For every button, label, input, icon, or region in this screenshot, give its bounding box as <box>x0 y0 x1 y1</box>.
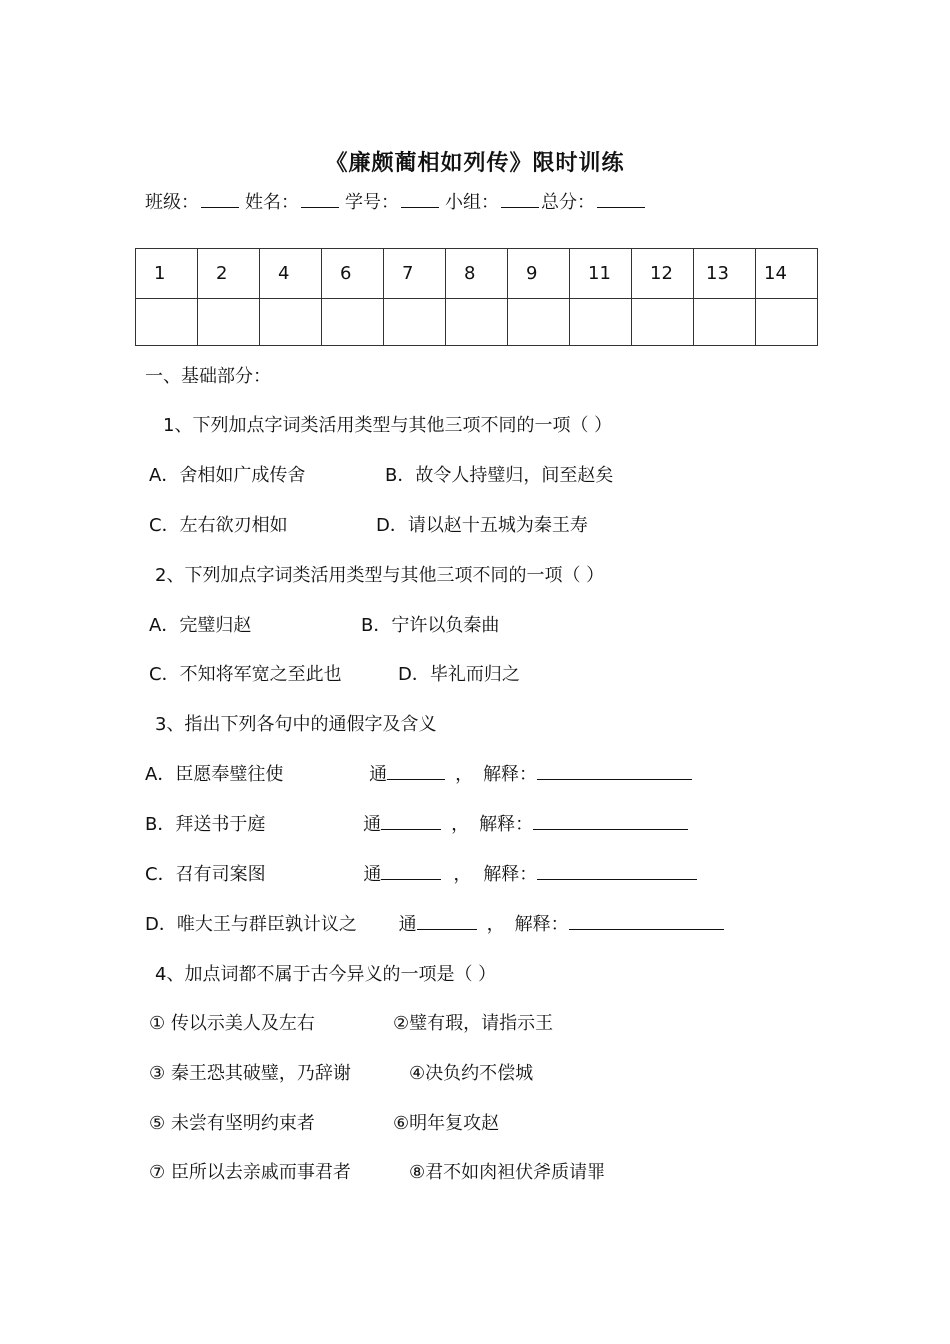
grid-header-cell: 8 <box>446 249 508 299</box>
grid-header-cell: 7 <box>384 249 446 299</box>
separator: ， <box>451 814 470 835</box>
group-blank[interactable] <box>501 189 539 208</box>
grid-header-cell: 12 <box>632 249 694 299</box>
q1-option-c: C．左右欲刃相如 <box>149 515 288 536</box>
q4-stem: 4、加点词都不属于古今异义的一项是（ ） <box>155 964 497 985</box>
explain-blank[interactable] <box>533 812 688 830</box>
q1-option-d: D．请以赵十五城为秦王寿 <box>376 515 588 536</box>
number-label: 学号： <box>345 192 399 213</box>
answer-cell[interactable] <box>322 299 384 346</box>
tong-label: 通 <box>398 914 417 935</box>
q3-stem: 3、指出下列各句中的通假字及含义 <box>155 714 437 735</box>
section-heading: 一、基础部分： <box>145 366 271 387</box>
answer-cell[interactable] <box>260 299 322 346</box>
q3-sentence-a: A．臣愿奉璧往使 <box>145 764 284 785</box>
class-label: 班级： <box>145 192 199 213</box>
score-label: 总分： <box>541 192 595 213</box>
separator: ， <box>486 914 505 935</box>
explain-label: 解释： <box>514 914 569 935</box>
q4-item: ⑦ 臣所以去亲戚而事君者 <box>149 1162 351 1183</box>
name-label: 姓名： <box>245 192 299 213</box>
q3-sentence-c: C．召有司案图 <box>145 864 266 885</box>
answer-grid-header-row <box>136 249 818 299</box>
group-label: 小组： <box>445 192 499 213</box>
page-title: 《廉颇蔺相如列传》限时训练 <box>325 150 625 176</box>
q4-item: ⑤ 未尝有坚明约束者 <box>149 1113 315 1134</box>
q4-item: ⑥明年复攻赵 <box>393 1113 500 1134</box>
name-blank[interactable] <box>301 189 339 208</box>
answer-grid <box>135 248 818 346</box>
grid-header-cell: 9 <box>508 249 570 299</box>
tong-label: 通 <box>363 864 382 885</box>
class-blank[interactable] <box>201 189 239 208</box>
answer-cell[interactable] <box>508 299 570 346</box>
q2-option-a: A．完璧归赵 <box>149 615 252 636</box>
answer-cell[interactable] <box>632 299 694 346</box>
q2-stem: 2、下列加点字词类活用类型与其他三项不同的一项（ ） <box>155 565 605 586</box>
explain-label: 解释： <box>483 764 538 785</box>
grid-header-cell: 1 <box>136 249 198 299</box>
q1-stem: 1、下列加点字词类活用类型与其他三项不同的一项（ ） <box>163 415 613 436</box>
grid-header-cell: 2 <box>198 249 260 299</box>
q4-item: ① 传以示美人及左右 <box>149 1013 315 1034</box>
q2-option-c: C．不知将军宽之至此也 <box>149 664 342 685</box>
grid-header-cell: 6 <box>322 249 384 299</box>
q1-option-b: B．故令人持璧归，间至赵矣 <box>385 465 614 486</box>
tong-blank[interactable] <box>417 912 477 930</box>
q3-row-b <box>145 810 688 836</box>
q3-row-c <box>145 860 697 886</box>
explain-blank[interactable] <box>537 862 697 880</box>
q4-item: ②璧有瑕，请指示王 <box>393 1013 554 1034</box>
answer-cell[interactable] <box>198 299 260 346</box>
separator: ， <box>455 764 474 785</box>
tong-label: 通 <box>369 764 388 785</box>
explain-blank[interactable] <box>537 762 692 780</box>
tong-label: 通 <box>363 814 382 835</box>
explain-blank[interactable] <box>569 912 724 930</box>
explain-label: 解释： <box>483 864 538 885</box>
answer-cell[interactable] <box>756 299 818 346</box>
q3-row-d <box>145 910 724 936</box>
score-blank[interactable] <box>597 189 645 208</box>
q1-option-a: A．舍相如广成传舍 <box>149 465 306 486</box>
q3-row-a <box>145 760 692 786</box>
answer-cell[interactable] <box>570 299 632 346</box>
q3-sentence-b: B．拜送书于庭 <box>145 814 266 835</box>
q4-item: ③ 秦王恐其破璧，乃辞谢 <box>149 1063 351 1084</box>
q2-option-b: B．宁许以负秦曲 <box>361 615 500 636</box>
tong-blank[interactable] <box>381 812 441 830</box>
number-blank[interactable] <box>401 189 439 208</box>
tong-blank[interactable] <box>387 762 445 780</box>
answer-cell[interactable] <box>384 299 446 346</box>
grid-header-cell: 14 <box>756 249 818 299</box>
answer-cell[interactable] <box>446 299 508 346</box>
q2-option-d: D．毕礼而归之 <box>398 664 520 685</box>
student-info-line <box>145 188 645 214</box>
q3-sentence-d: D．唯大王与群臣孰计议之 <box>145 914 357 935</box>
answer-grid-answer-row <box>136 299 818 346</box>
q4-item: ④决负约不偿城 <box>409 1063 534 1084</box>
q4-item: ⑧君不如肉袒伏斧质请罪 <box>409 1162 606 1183</box>
grid-header-cell: 4 <box>260 249 322 299</box>
explain-label: 解释： <box>479 814 534 835</box>
answer-cell[interactable] <box>694 299 756 346</box>
tong-blank[interactable] <box>381 862 441 880</box>
grid-header-cell: 11 <box>570 249 632 299</box>
answer-cell[interactable] <box>136 299 198 346</box>
separator: ， <box>453 864 472 885</box>
grid-header-cell: 13 <box>694 249 756 299</box>
